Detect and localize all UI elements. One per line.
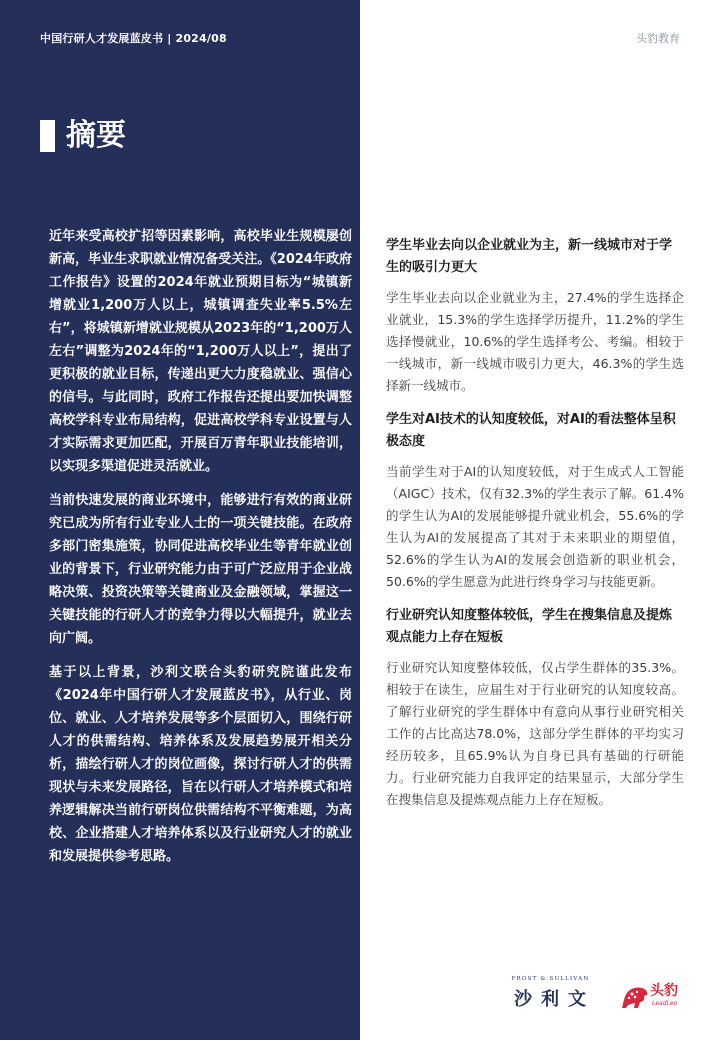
leadleo-wordmark: LeadLeo	[652, 1000, 678, 1007]
finding-heading: 学生对AI技术的认知度较低，对AI的看法整体呈积极态度	[386, 412, 676, 449]
summary-paragraph: 近年来受高校扩招等因素影响，高校毕业生规模屡创新高，毕业生求职就业情况备受关注。《2024年政府工作报告》设置的2024年就业预期目标为“城镇新增就业1,200万人以上，城镇调查失业率5.5%左右”，将城镇新增就业规模从2023年的“1,200万人左右”调整为2024年的“1,200万人以上”，提出了更积极的就业目标，传递出更大力度稳就业、强信心的信号。与此同时，政府工作报告还提出要加快调整高校学科专业布局结构，促进高校学科专业设置与人才实际需求更加匹配，开展百万青年职业技能培训，以实现多渠道促进灵活就业。	[49, 229, 352, 474]
summary-paragraph: 当前快速发展的商业环境中，能够进行有效的商业研究已成为所有行业专业人士的一项关键技能。在政府多部门密集施策，协同促进高校毕业生等青年就业创业的背景下，行业研究能力由于可广泛应用于企业战略决策、投资决策等关键商业及金融领域，掌握这一关键技能的行研人才的竞争力得以大幅提升，就业去向广阔。	[49, 493, 352, 646]
frost-sullivan-logo	[503, 976, 598, 1011]
finding-body: 学生毕业去向以企业就业为主，27.4%的学生选择企业就业，15.3%的学生选择学历提升，11.2%的学生选择慢就业，10.6%的学生选择考公、考编。相较于一线城市，新一线城市吸引力更大，46.3%的学生选择新一线城市。	[386, 290, 684, 393]
leadleo-chinese-name: 头豹	[650, 983, 678, 999]
summary-paragraph: 基于以上背景，沙利文联合头豹研究院谨此发布《2024年中国行研人才发展蓝皮书》，从行业、岗位、就业、人才培养发展等多个层面切入，围绕行研人才的供需结构、培养体系及发展趋势展开相关分析，描绘行研人才的岗位画像，探讨行研人才的供需现状与未来发展路径，旨在以行研人才培养模式和培养逻辑解决当前行研岗位供需结构不平衡难题，为高校、企业搭建人才培养体系以及行业研究人才的就业和发展提供参考思路。	[49, 665, 352, 864]
page-title: 摘要	[66, 118, 126, 153]
leadleo-logo	[620, 980, 684, 1014]
frost-sullivan-wordmark: FROST & SULLIVAN	[511, 976, 590, 982]
finding-body: 行业研究认知度整体较低，仅占学生群体的35.3%。相较于在读生，应届生对于行业研究的认知度较高。了解行业研究的学生群体中有意向从事行业研究相关工作的占比高达78.0%，这部分学生群体的平均实习经历较多，且65.9%认为自身已具有基础的行研能力。行业研究能力自我评定的结果显示，大部分学生在搜集信息及提炼观点能力上存在短板。	[386, 660, 684, 807]
findings-column	[386, 235, 684, 823]
finding-body: 当前学生对于AI的认知度较低，对于生成式人工智能（AIGC）技术，仅有32.3%的学生表示了解。61.4%的学生认为AI的发展能够提升就业机会，55.6%的学生认为AI的发展提高了其对于未来职业的期望值，52.6%的学生认为AI的发展会创造新的职业机会，50.6%的学生愿意为此进行终身学习与技能更新。	[386, 464, 684, 589]
leopard-icon	[620, 980, 650, 1012]
finding-heading: 行业研究认知度整体较低，学生在搜集信息及提炼观点能力上存在短板	[386, 608, 673, 645]
title-accent-bar	[40, 120, 55, 152]
report-header-title: 中国行研人才发展蓝皮书 | 2024/08	[40, 32, 227, 45]
frost-sullivan-chinese-name: 沙利文	[514, 989, 595, 1010]
summary-left-text	[49, 225, 352, 879]
publisher-label: 头豹教育	[636, 32, 680, 45]
finding-heading: 学生毕业去向以企业就业为主，新一线城市对于学生的吸引力更大	[386, 238, 673, 275]
